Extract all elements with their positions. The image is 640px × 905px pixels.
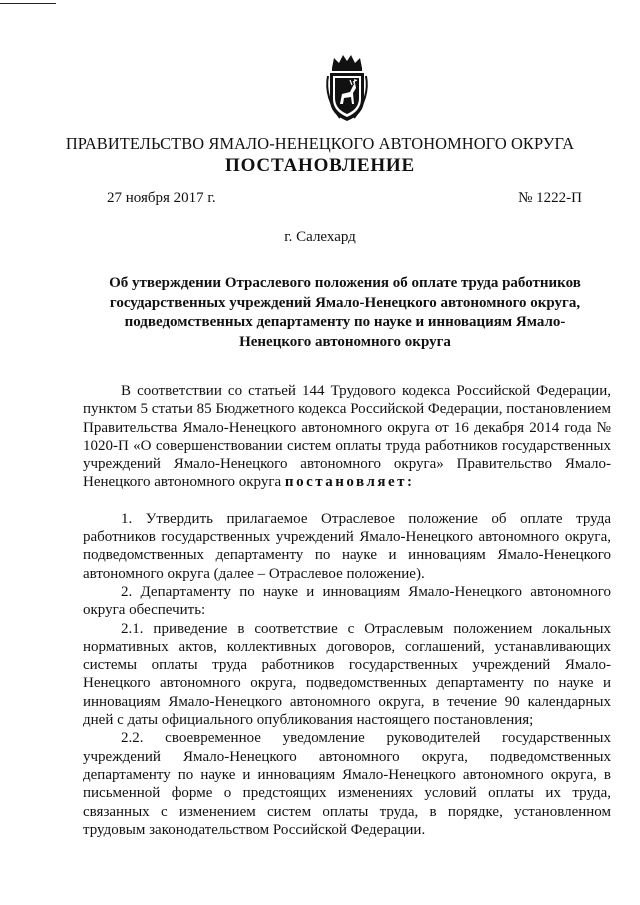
decree-word: постановляет: <box>284 474 415 491</box>
preamble-paragraph <box>83 382 611 492</box>
preamble-text: В соответствии со статьей 144 Трудового кодекса Российской Федерации, пунктом 5 статьи 85 Бюджетного кодекса Российской Федерации, постановлением Правительства Ямало-Ненецкого автономного округа от 16 декабря 2014 года № 1020-П «О совершенствовании систем оплаты труда работников государственных учреждений Ямало-Ненецкого автономного округа» Правительство Ямало-Ненецкого автономного округа <box>83 383 611 491</box>
document-city: г. Салехард <box>284 229 356 245</box>
paragraph-2: 2. Департаменту по науке и инновациям Ямало-Ненецкого автономного округа обеспечить: <box>83 583 611 619</box>
government-name: ПРАВИТЕЛЬСТВО ЯМАЛО-НЕНЕЦКОГО АВТОНОМНОГО ОКРУГА <box>65 134 575 153</box>
paragraph-1: 1. Утвердить прилагаемое Отраслевое положение об оплате труда работников государственных учреждений Ямало-Ненецкого автономного округа, подведомственных департаменту по науке и инновациям Ямало-Ненецкого автономного округа (далее – Отраслевое положение). <box>83 510 611 582</box>
top-rule <box>0 3 56 4</box>
coat-of-arms-icon <box>322 52 372 124</box>
document-type: ПОСТАНОВЛЕНИЕ <box>225 155 415 176</box>
document-date: 27 ноября 2017 г. <box>107 190 216 206</box>
paragraph-2-2: 2.2. своевременное уведомление руководителей государственных учреждений Ямало-Ненецкого автономного округа, подведомственных департаменту по науке и инновациям Ямало-Ненецкого автономного округа, в письменной форме о предстоящих изменениях условий оплаты их труда, связанных с изменением систем оплаты труда, в порядке, установленном трудовым законодательством Российской Федерации. <box>83 730 611 838</box>
document-body <box>83 382 611 839</box>
document-title: Об утверждении Отраслевого положения об оплате труда работников государственных учреждений Ямало-Ненецкого автономного округа, подведомственных департаменту по науке и инновациям Ямало-Ненецкого автономного округа <box>109 275 581 350</box>
paragraph-2-1: 2.1. приведение в соответствие с Отраслевым положением локальных нормативных актов, коллективных договоров, соглашений, устанавливающих системы оплаты труда работников государственных учреждений Ямало-Ненецкого автономного округа, подведомственных департаменту по науке и инновациям Ямало-Ненецкого автономного округа, в течение 90 календарных дней с даты официального опубликования настоящего постановления; <box>83 620 611 729</box>
document-number: № 1222-П <box>518 190 582 206</box>
